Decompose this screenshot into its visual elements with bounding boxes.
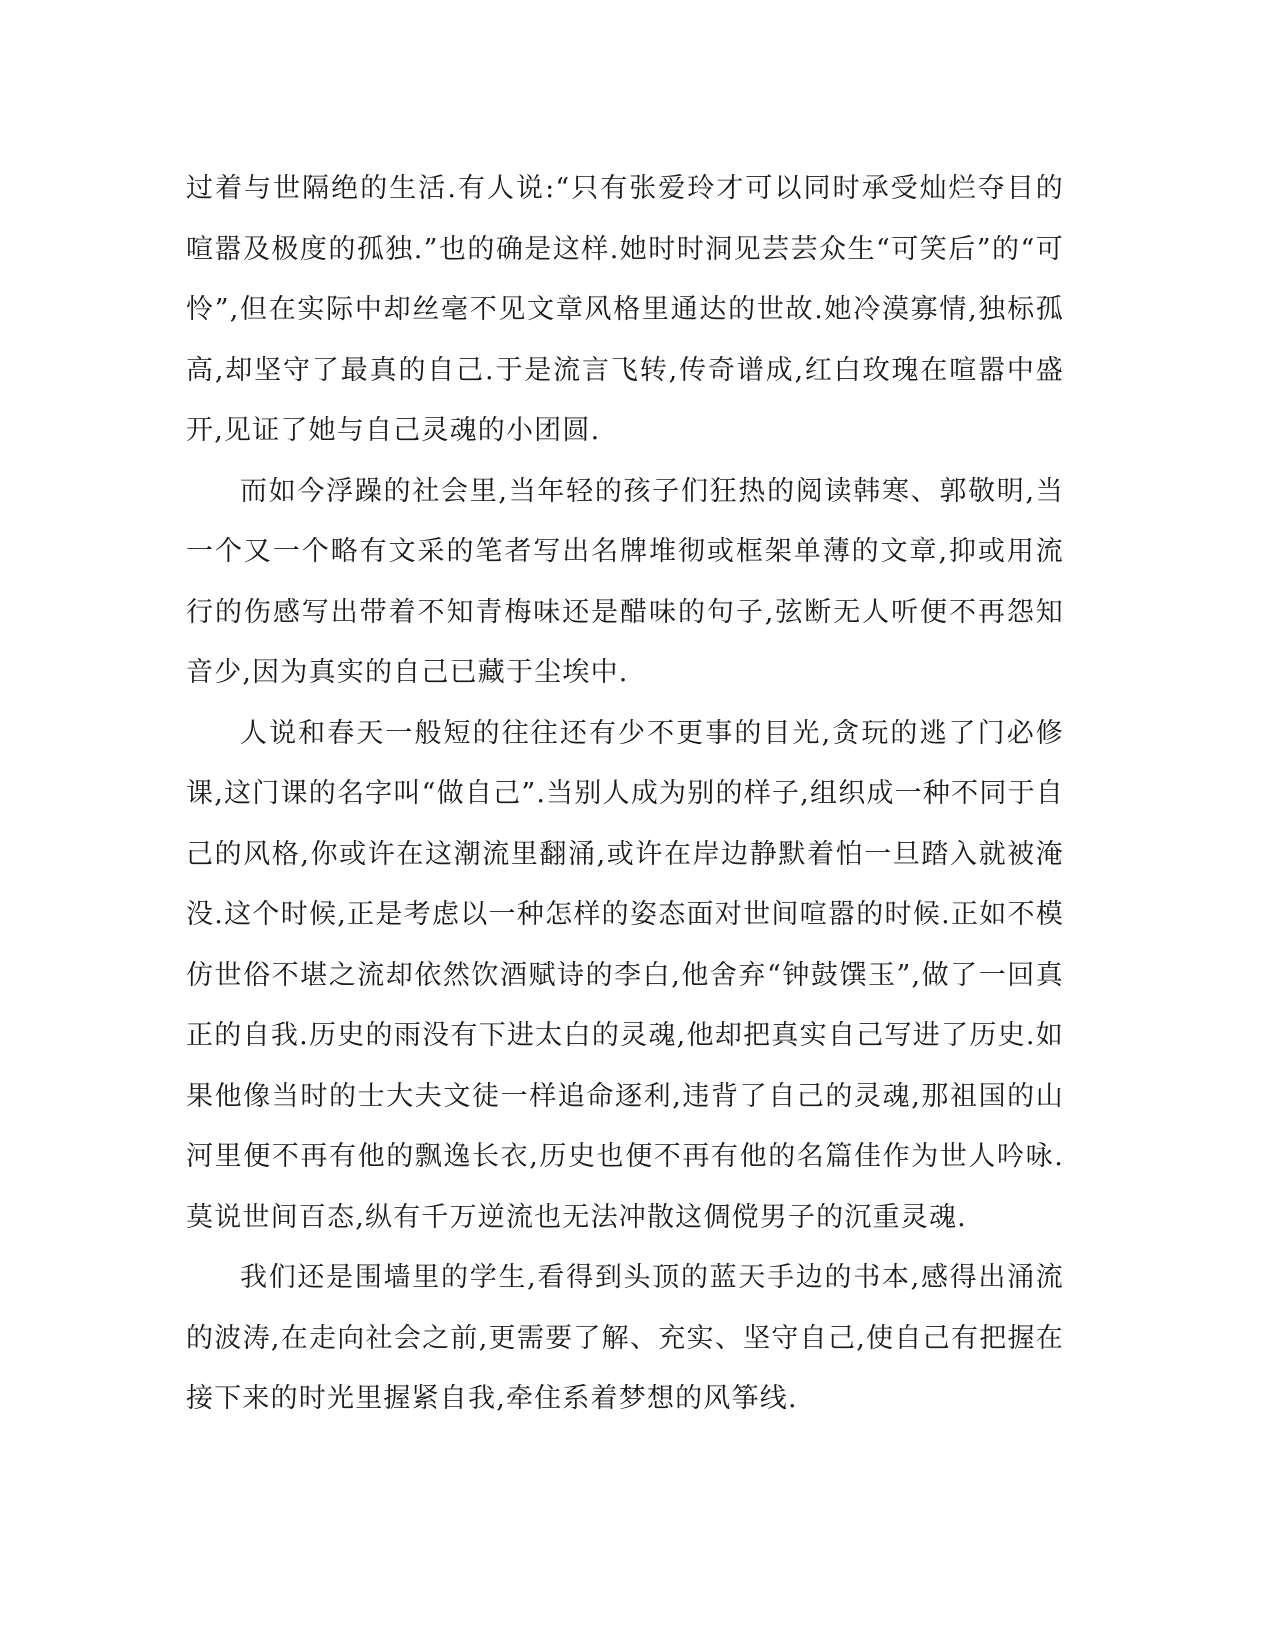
paragraph-3: 人说和春天一般短的往往还有少不更事的目光,贪玩的逃了门必修课,这门课的名字叫“做自己”.当别人成为别的样子,组织成一种不同于自己的风格,你或许在这潮流里翻涌,或许在岸边静默着怕一旦踏入就被淹没.这个时候,正是考虑以一种怎样的姿态面对世间喧嚣的时候.正如不模仿世俗不堪之流却依然饮酒赋诗的李白,他舍弃“钟鼓馔玉”,做了一回真正的自我.历史的雨没有下进太白的灵魂,他却把真实自己写进了历史.如果他像当时的士大夫文徒一样追命逐利,违背了自己的灵魂,那祖国的山河里便不再有他的飘逸长衣,历史也便不再有他的名篇佳作为世人吟咏.莫说世间百态,纵有千万逆流也无法冲散这倜傥男子的沉重灵魂. xyxy=(186,717,1064,1233)
paragraph-4: 我们还是围墙里的学生,看得到头顶的蓝天手边的书本,感得出涌流的波涛,在走向社会之前,更需要了解、充实、坚守自己,使自己有把握在接下来的时光里握紧自我,牵住系着梦想的风筝线. xyxy=(186,1262,1064,1414)
essay-body xyxy=(186,159,1064,1430)
paragraph-2: 而如今浮躁的社会里,当年轻的孩子们狂热的阅读韩寒、郭敬明,当一个又一个略有文采的笔者写出名牌堆彻或框架单薄的文章,抑或用流行的伤感写出带着不知青梅味还是醋味的句子,弦断无人听便不再怨知音少,因为真实的自己已藏于尘埃中. xyxy=(186,475,1064,688)
paragraph-1: 过着与世隔绝的生活.有人说:“只有张爱玲才可以同时承受灿烂夺目的喧嚣及极度的孤独.”也的确是这样.她时时洞见芸芸众生“可笑后”的“可怜”,但在实际中却丝毫不见文章风格里通达的世故.她冷漠寡情,独标孤高,却坚守了最真的自己.于是流言飞转,传奇谱成,红白玫瑰在喧嚣中盛开,见证了她与自己灵魂的小团圆. xyxy=(186,173,1064,446)
